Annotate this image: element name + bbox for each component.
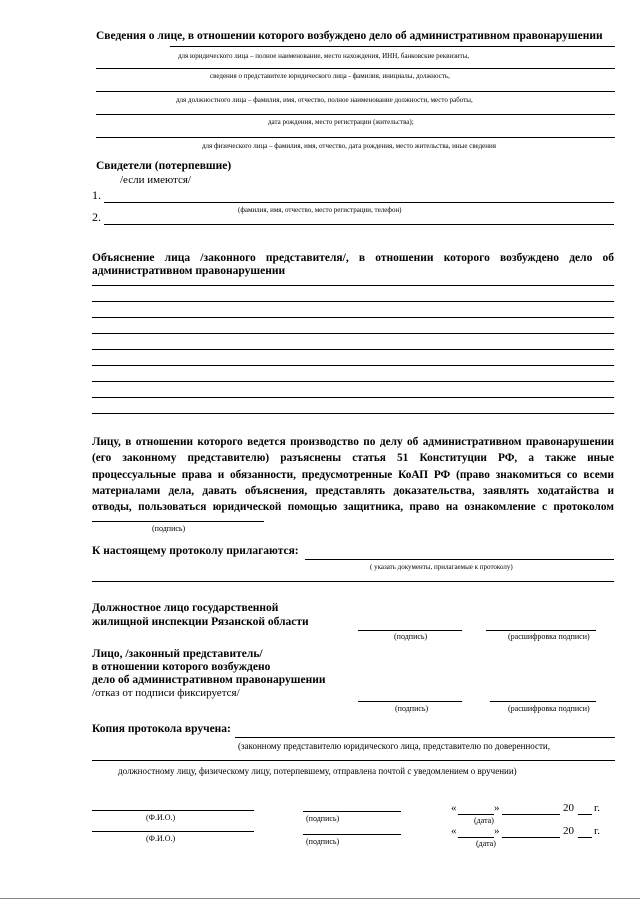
- date-month-field-1[interactable]: [502, 814, 560, 815]
- attached-title: К настоящему протоколу прилагаются:: [92, 545, 299, 557]
- rights-line-2: (его законному представителю) разъяснены статья 51 Конституции РФ, а также иные: [92, 452, 614, 465]
- official-signature-hint: (подпись): [394, 632, 428, 641]
- person-decode-field[interactable]: [490, 701, 596, 702]
- hint-birth-registration: дата рождения, место регистрации (жительства);: [268, 118, 414, 126]
- year-field-1[interactable]: [578, 814, 592, 815]
- year-prefix-1: 20: [563, 802, 574, 814]
- signature-field-2[interactable]: [303, 834, 401, 835]
- fio-field-1[interactable]: [92, 810, 254, 811]
- witness-field-2[interactable]: [104, 224, 614, 225]
- person-label-2: в отношении которого возбуждено: [92, 661, 271, 673]
- offender-info-title: Сведения о лице, в отношении которого возбуждено дело об административном правонарушении: [96, 30, 603, 42]
- rights-line-1: Лицу, в отношении которого ведется производство по делу об административном правонарушении: [92, 436, 614, 448]
- date-quote-open-2: «: [451, 825, 457, 837]
- offender-info-field-1[interactable]: [170, 46, 615, 47]
- rights-signature-field[interactable]: [92, 521, 264, 522]
- explanation-line[interactable]: [92, 413, 614, 414]
- page-bottom-rule: [0, 898, 640, 899]
- hint-official: для должностного лица – фамилия, имя, отчество, полное наименование должности, место работы,: [176, 96, 473, 104]
- attached-hint: ( указать документы, прилагаемые к протоколу): [370, 563, 513, 571]
- hint-legal-entity: для юридического лица – полное наименование, место нахождения, ИНН, банковские реквизиты,: [178, 52, 470, 60]
- attached-field-1[interactable]: [305, 559, 614, 560]
- explanation-title-2: административном правонарушении: [92, 265, 286, 277]
- date-month-field-2[interactable]: [502, 837, 560, 838]
- date-hint-2: (дата): [476, 839, 496, 848]
- year-suffix-1: г.: [594, 802, 601, 814]
- witness-field-1[interactable]: [104, 202, 614, 203]
- person-signature-field[interactable]: [358, 701, 462, 702]
- date-quote-close-2: »: [494, 825, 500, 837]
- explanation-line[interactable]: [92, 317, 614, 318]
- date-quote-close-1: »: [494, 802, 500, 814]
- copy-hint-1: (законному представителю юридического лица, представителю по доверенности,: [238, 741, 551, 751]
- offender-info-field-4[interactable]: [96, 114, 615, 115]
- copy-title: Копия протокола вручена:: [92, 723, 231, 735]
- rights-paragraph: [92, 434, 614, 515]
- person-label-4: /отказ от подписи фиксируется/: [92, 687, 240, 699]
- hint-representative: сведения о представителе юридического лица - фамилия, инициалы, должность,: [210, 72, 450, 80]
- date-day-field-2[interactable]: [458, 837, 494, 838]
- rights-line-3: процессуальные права и обязанности, предусмотренные КоАП РФ (право знакомиться со всеми: [92, 468, 614, 481]
- fio-hint-1: (Ф.И.О.): [146, 813, 176, 822]
- date-day-field-1[interactable]: [458, 814, 494, 815]
- copy-hint-2: должностному лицу, физическому лицу, потерпевшему, отправлена почтой с уведомлением о вручении): [118, 766, 517, 776]
- date-hint-1: (дата): [474, 816, 494, 825]
- fio-hint-2: (Ф.И.О.): [146, 834, 176, 843]
- rights-line-4: материалами дела, давать объяснения, представлять доказательства, заявлять ходатайства и: [92, 484, 614, 497]
- explanation-line[interactable]: [92, 365, 614, 366]
- person-decode-hint: (расшифровка подписи): [508, 704, 590, 713]
- offender-info-field-3[interactable]: [96, 91, 615, 92]
- explanation-line[interactable]: [92, 301, 614, 302]
- offender-info-field-2[interactable]: [96, 68, 615, 69]
- copy-field-2[interactable]: [92, 760, 615, 761]
- signature-hint-1: (подпись): [306, 814, 340, 823]
- person-label-3: дело об административном правонарушении: [92, 674, 326, 686]
- attached-field-2[interactable]: [92, 581, 614, 582]
- signature-hint-2: (подпись): [306, 837, 340, 846]
- hint-individual: для физического лица – фамилия, имя, отчество, дата рождения, место жительства, иные сведения: [202, 142, 496, 150]
- year-field-2[interactable]: [578, 837, 592, 838]
- witness-number-1: 1.: [92, 188, 101, 202]
- offender-info-field-5[interactable]: [96, 137, 615, 138]
- explanation-line[interactable]: [92, 397, 614, 398]
- explanation-line[interactable]: [92, 333, 614, 334]
- official-signature-field[interactable]: [358, 630, 462, 631]
- copy-field-1[interactable]: [235, 737, 615, 738]
- official-label-2: жилищной инспекции Рязанской области: [92, 616, 309, 628]
- official-decode-hint: (расшифровка подписи): [508, 632, 590, 641]
- signature-field-1[interactable]: [303, 811, 401, 812]
- rights-line-5: отводы, пользоваться юридической помощью защитника, право на ознакомление с протоколом: [92, 501, 614, 514]
- person-signature-hint: (подпись): [395, 704, 429, 713]
- fio-field-2[interactable]: [92, 831, 254, 832]
- explanation-title: Объяснение лица /законного представителя/, в отношении которого возбуждено дело об: [92, 252, 614, 264]
- explanation-line[interactable]: [92, 285, 614, 286]
- official-decode-field[interactable]: [486, 630, 596, 631]
- explanation-line[interactable]: [92, 381, 614, 382]
- date-quote-open-1: «: [451, 802, 457, 814]
- explanation-line[interactable]: [92, 349, 614, 350]
- year-suffix-2: г.: [594, 825, 601, 837]
- witnesses-title: Свидетели (потерпевшие): [96, 160, 232, 172]
- person-label-1: Лицо, /законный представитель/: [92, 648, 263, 660]
- witnesses-subtitle: /если имеются/: [120, 174, 191, 186]
- witness-number-2: 2.: [92, 210, 101, 224]
- official-label-1: Должностное лицо государственной: [92, 602, 279, 614]
- witness-hint: (фамилия, имя, отчество, место регистрации, телефон): [238, 206, 402, 214]
- rights-signature-hint: (подпись): [152, 524, 186, 533]
- year-prefix-2: 20: [563, 825, 574, 837]
